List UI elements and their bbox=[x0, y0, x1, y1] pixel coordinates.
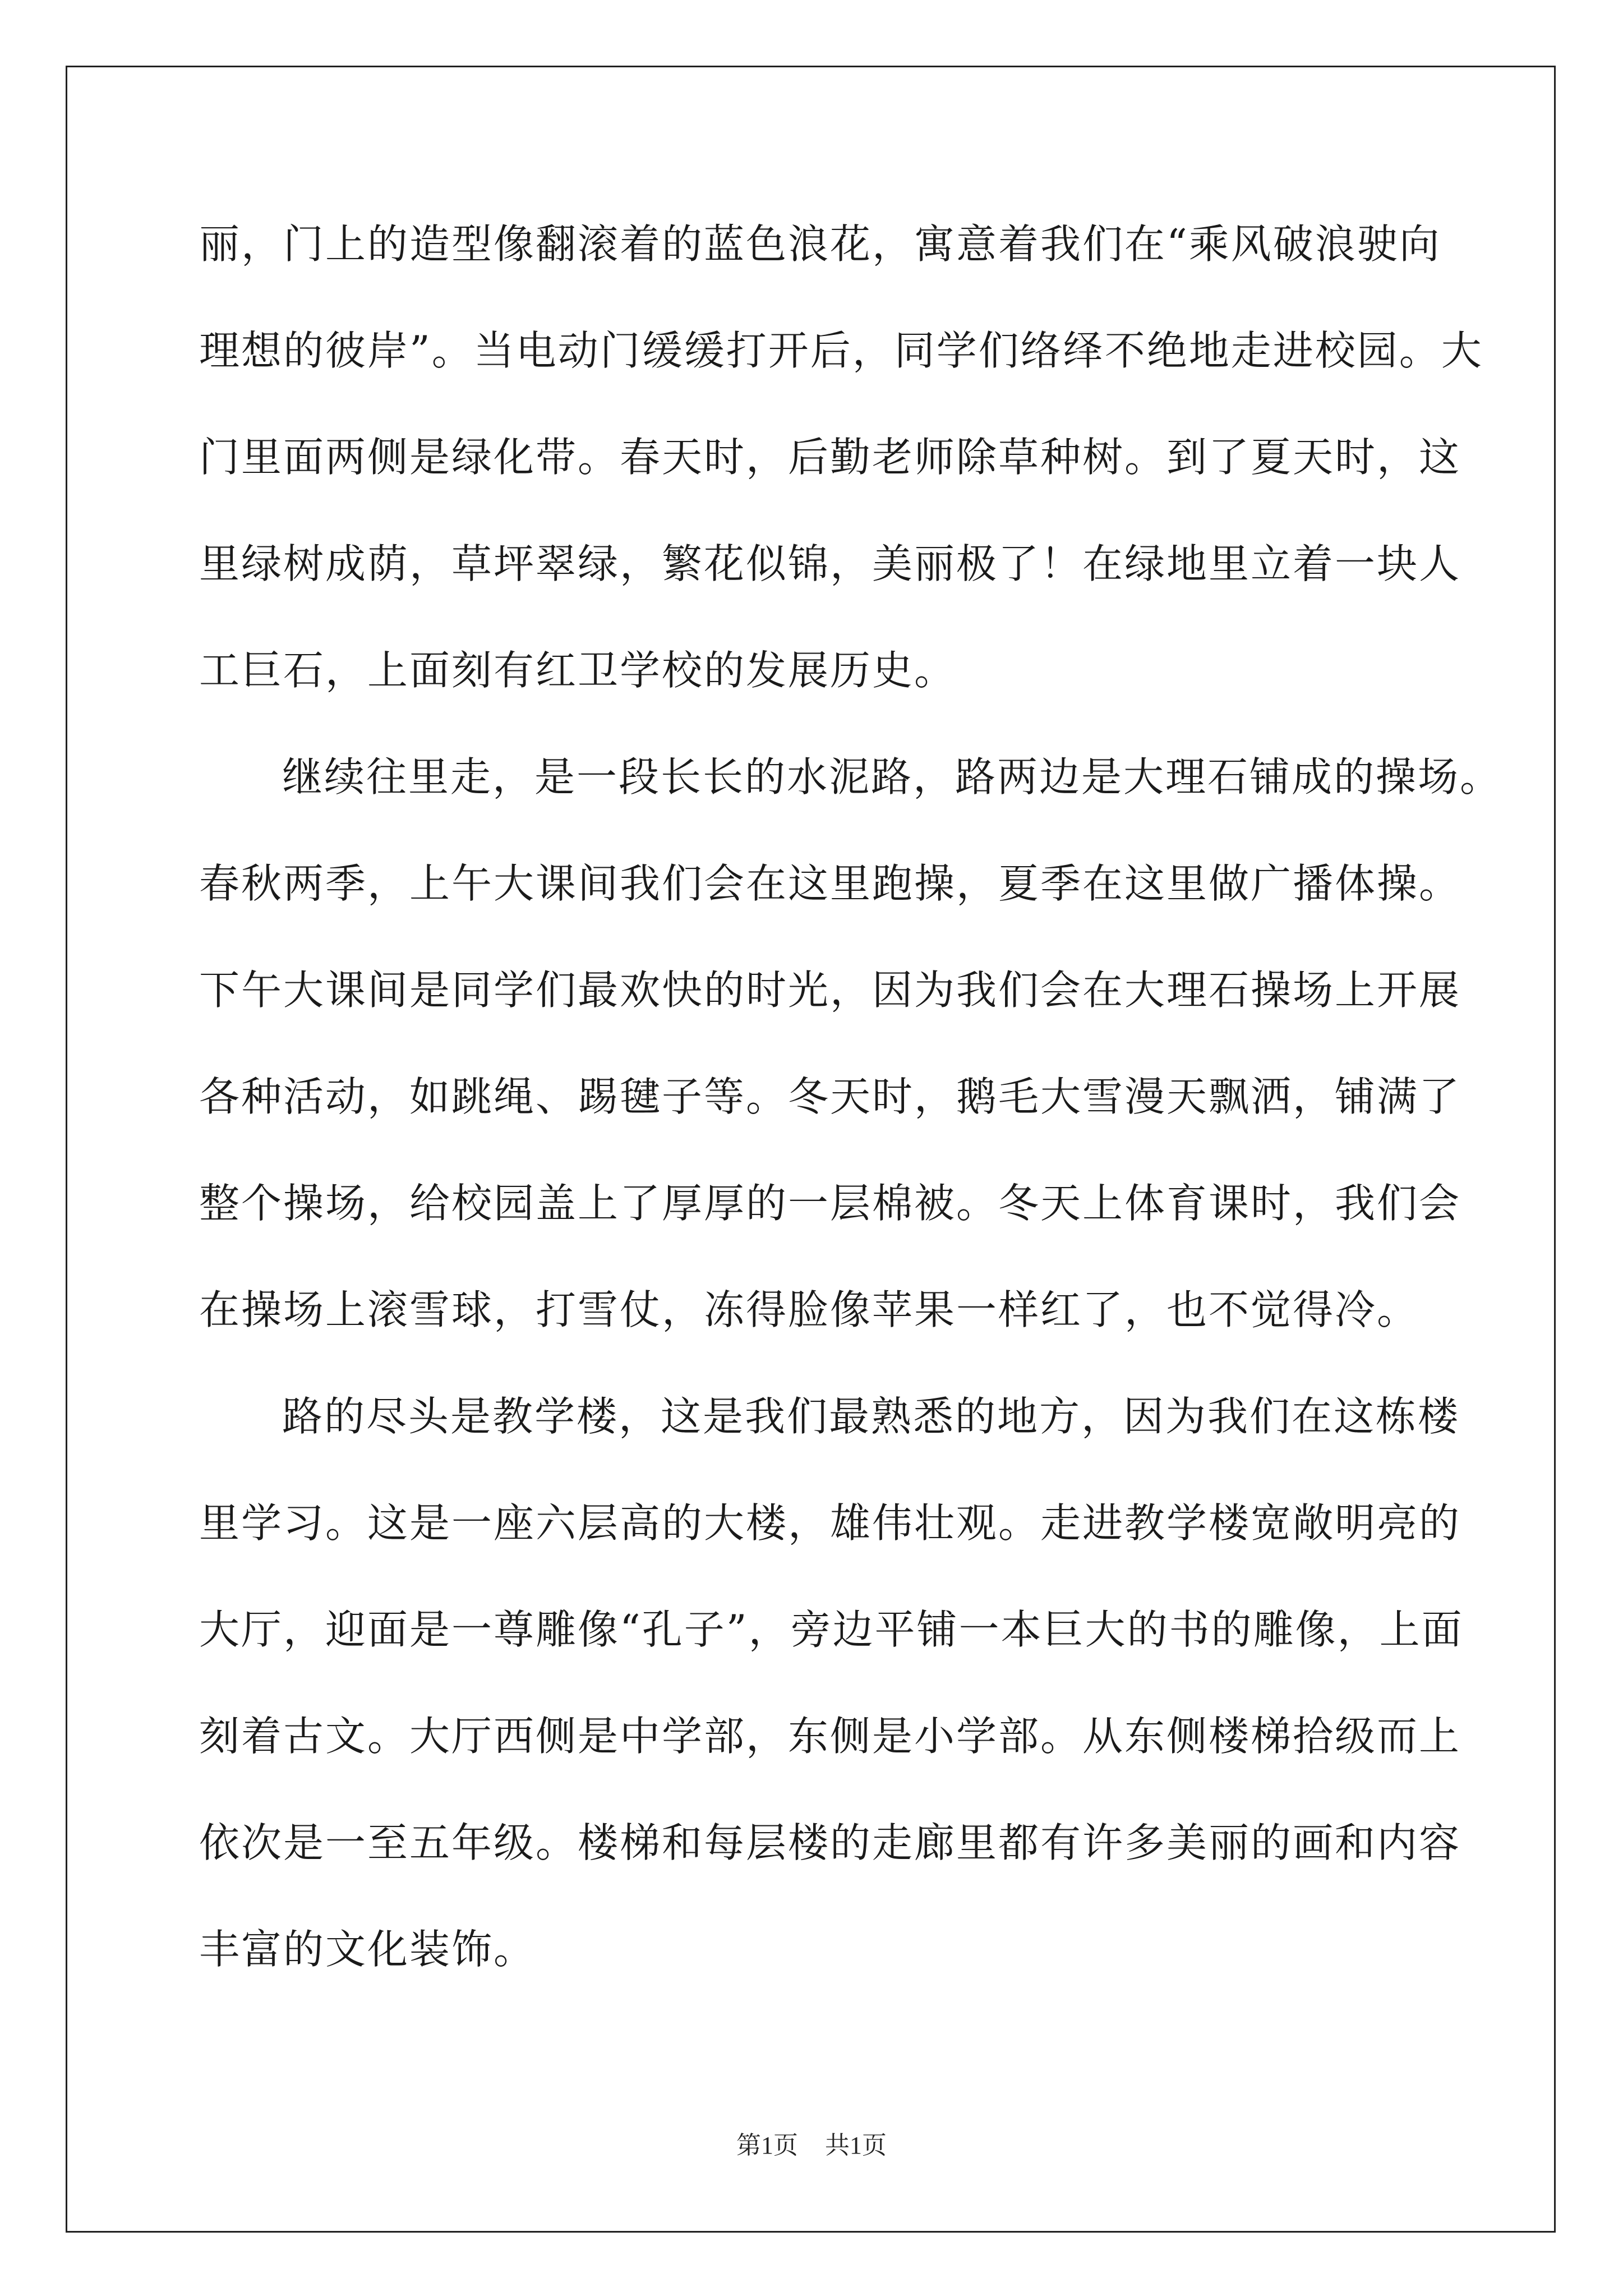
text-line: 各种活动，如跳绳、踢毽子等。冬天时，鹅毛大雪漫天飘洒，铺满了 bbox=[199, 1073, 1461, 1120]
text-line: 理想的彼岸”。当电动门缓缓打开后，同学们络绎不绝地走进校园。大 bbox=[199, 327, 1483, 374]
paragraph-start-line: 路的尽头是教学楼，这是我们最熟悉的地方，因为我们在这栋楼 bbox=[282, 1393, 1460, 1440]
text-line: 大厅，迎面是一尊雕像“孔子”，旁边平铺一本巨大的书的雕像，上面 bbox=[199, 1606, 1464, 1653]
text-line: 工巨石，上面刻有红卫学校的发展历史。 bbox=[199, 647, 957, 694]
text-line: 丽，门上的造型像翻滚着的蓝色浪花，寓意着我们在“乘风破浪驶向 bbox=[199, 220, 1441, 268]
page-footer bbox=[0, 2129, 1623, 2162]
page-number: 第1页 bbox=[736, 2132, 798, 2159]
text-line: 在操场上滚雪球，打雪仗，冻得脸像苹果一样红了，也不觉得冷。 bbox=[199, 1286, 1419, 1333]
text-line: 里绿树成荫，草坪翠绿，繁花似锦，美丽极了！在绿地里立着一块人 bbox=[199, 540, 1461, 587]
text-line: 刻着古文。大厅西侧是中学部，东侧是小学部。从东侧楼梯拾级而上 bbox=[199, 1713, 1461, 1760]
page-total: 共1页 bbox=[825, 2132, 887, 2159]
text-line: 里学习。这是一座六层高的大楼，雄伟壮观。走进教学楼宽敞明亮的 bbox=[199, 1499, 1461, 1547]
text-line: 春秋两季，上午大课间我们会在这里跑操，夏季在这里做广播体操。 bbox=[199, 860, 1461, 907]
text-line: 门里面两侧是绿化带。春天时，后勤老师除草种树。到了夏天时，这 bbox=[199, 434, 1461, 481]
text-line: 下午大课间是同学们最欢快的时光，因为我们会在大理石操场上开展 bbox=[199, 967, 1461, 1014]
text-line: 整个操场，给校园盖上了厚厚的一层棉被。冬天上体育课时，我们会 bbox=[199, 1180, 1461, 1227]
document-body bbox=[199, 208, 1502, 2019]
text-line: 丰富的文化装饰。 bbox=[199, 1926, 536, 1973]
text-line: 依次是一至五年级。楼梯和每层楼的走廊里都有许多美丽的画和内容 bbox=[199, 1819, 1461, 1866]
paragraph-start-line: 继续往里走，是一段长长的水泥路，路两边是大理石铺成的操场。 bbox=[282, 753, 1502, 800]
